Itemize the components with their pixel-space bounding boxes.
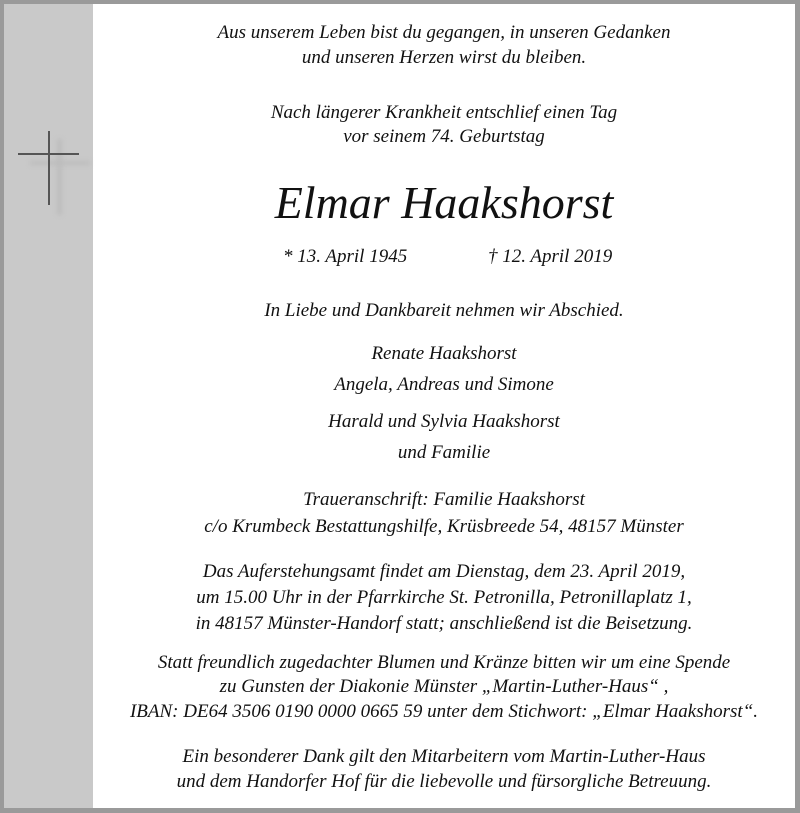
death-date: † 12. April 2019 [488, 246, 613, 267]
thanks-line: und dem Handorfer Hof für die liebevolle und fürsorgliche Betreuung. [176, 771, 712, 792]
deceased-name: Elmar Haakshorst [274, 177, 614, 228]
service-line: Das Auferstehungsamt findet am Dienstag, dem 23. April 2019, [202, 561, 686, 582]
illness-line: Nach längerer Krankheit entschlief einen Tag [270, 102, 618, 123]
donation-line: IBAN: DE64 3506 0190 0000 0665 59 unter dem Stichwort: „Elmar Haakshorst“. [129, 701, 759, 722]
family-line: Harald und Sylvia Haakshorst [328, 411, 560, 432]
intro-line: und unseren Herzen wirst du bleiben. [301, 47, 587, 68]
intro-line: Aus unserem Leben bist du gegangen, in unseren Gedanken [217, 22, 671, 43]
cross-shadow [57, 139, 62, 215]
thanks-line: Ein besonderer Dank gilt den Mitarbeitern vom Martin-Luther-Haus [182, 746, 706, 767]
cross-icon [18, 153, 79, 155]
farewell-line: In Liebe und Dankbareit nehmen wir Abschied. [264, 300, 624, 321]
donation-line: zu Gunsten der Diakonie Münster „Martin-Luther-Haus“ , [219, 676, 669, 697]
notice-text [93, 4, 795, 808]
illness-line: vor seinem 74. Geburtstag [343, 126, 545, 147]
cross-icon [48, 131, 50, 205]
cross-shadow [30, 161, 90, 165]
address-line: Traueranschrift: Familie Haakshorst [303, 489, 585, 510]
family-line: und Familie [397, 442, 491, 463]
family-line: Renate Haakshorst [371, 343, 517, 364]
birth-date: * 13. April 1945 [283, 246, 408, 267]
service-line: in 48157 Münster-Handorf statt; anschließend ist die Beisetzung. [195, 613, 693, 634]
side-panel [4, 4, 93, 808]
donation-line: Statt freundlich zugedachter Blumen und Kränze bitten wir um eine Spende [157, 652, 731, 673]
family-line: Angela, Andreas und Simone [334, 374, 554, 395]
address-line: c/o Krumbeck Bestattungshilfe, Krüsbreede 54, 48157 Münster [204, 516, 684, 537]
service-line: um 15.00 Uhr in der Pfarrkirche St. Petronilla, Petronillaplatz 1, [196, 587, 692, 608]
obituary-notice [4, 4, 795, 808]
